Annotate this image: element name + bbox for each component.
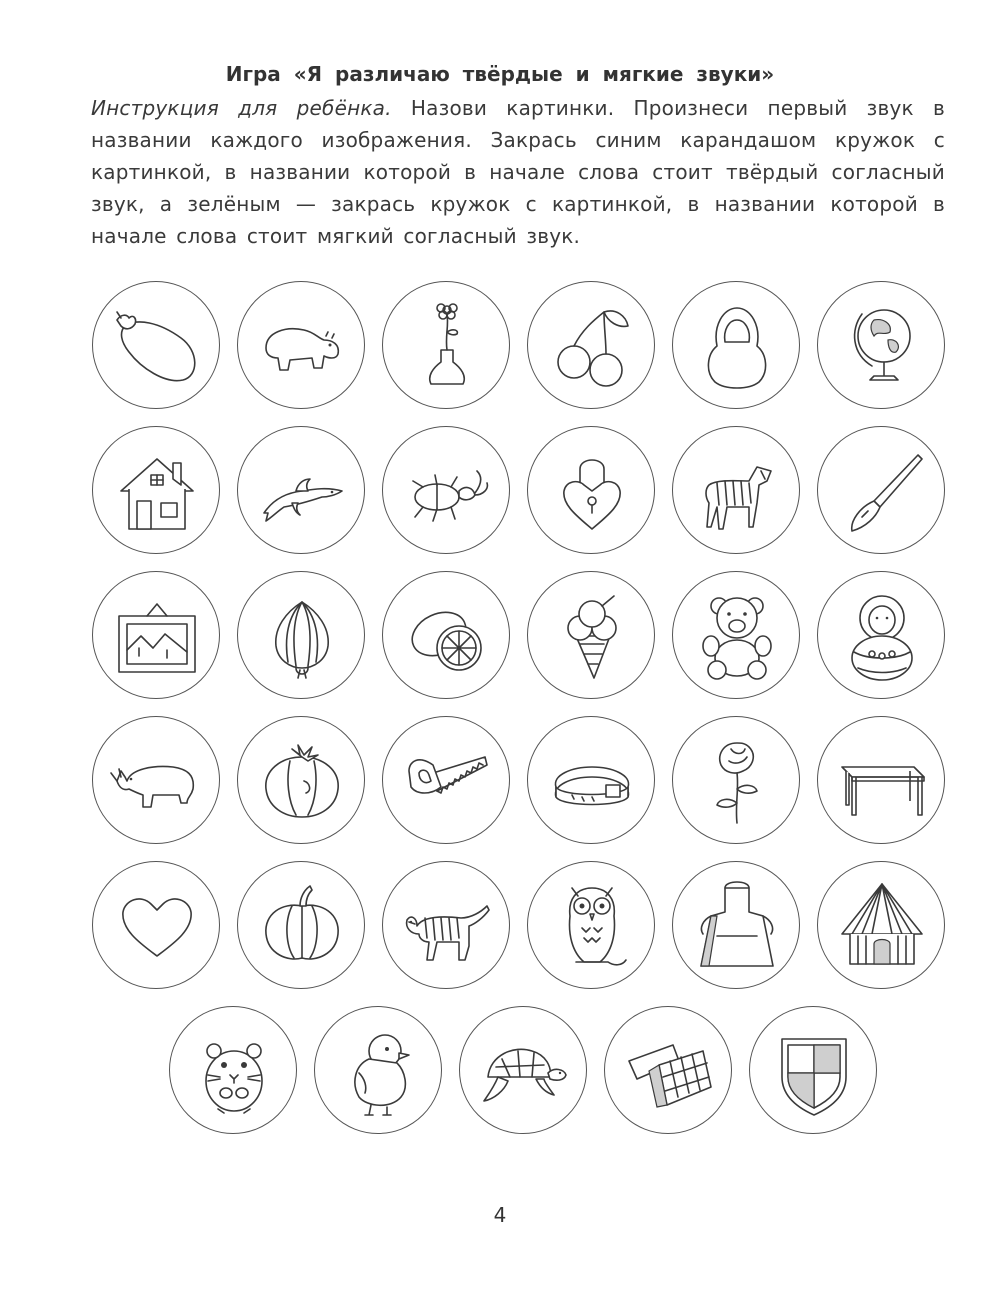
saw-icon bbox=[397, 731, 497, 831]
picture-circle[interactable] bbox=[92, 281, 220, 409]
page-title: Игра «Я различаю твёрдые и мягкие звуки» bbox=[225, 62, 775, 86]
picture-circle[interactable] bbox=[817, 426, 945, 554]
hippo-icon bbox=[252, 296, 352, 396]
picture-circle[interactable] bbox=[92, 716, 220, 844]
dolphin-icon bbox=[252, 441, 352, 541]
roly-poly-doll-icon bbox=[832, 586, 932, 686]
page-number: 4 bbox=[493, 1203, 507, 1227]
picture-circle[interactable] bbox=[672, 861, 800, 989]
picture-circle[interactable] bbox=[672, 571, 800, 699]
teddy-bear-icon bbox=[687, 586, 787, 686]
picture-circle[interactable] bbox=[237, 571, 365, 699]
picture-circle[interactable] bbox=[382, 861, 510, 989]
globe-icon bbox=[832, 296, 932, 396]
cherry-icon bbox=[542, 296, 642, 396]
picture-circle[interactable] bbox=[237, 281, 365, 409]
picture-circle[interactable] bbox=[527, 571, 655, 699]
picture-circle[interactable] bbox=[92, 426, 220, 554]
instruction-label: Инструкция для ребёнка. bbox=[91, 96, 392, 120]
table-icon bbox=[832, 731, 932, 831]
picture-circle[interactable] bbox=[604, 1006, 732, 1134]
instruction-paragraph bbox=[91, 92, 945, 252]
tomato-icon bbox=[252, 731, 352, 831]
picture-circle[interactable] bbox=[92, 571, 220, 699]
picture-circle[interactable] bbox=[237, 861, 365, 989]
heart-icon bbox=[107, 876, 207, 976]
picture-frame-icon bbox=[107, 586, 207, 686]
picture-circle[interactable] bbox=[672, 426, 800, 554]
paintbrush-icon bbox=[832, 441, 932, 541]
picture-circle[interactable] bbox=[382, 716, 510, 844]
eggplant-icon bbox=[107, 296, 207, 396]
picture-circle[interactable] bbox=[672, 281, 800, 409]
picture-circle[interactable] bbox=[314, 1006, 442, 1134]
beetle-icon bbox=[397, 441, 497, 541]
lemon-icon bbox=[397, 586, 497, 686]
picture-circle[interactable] bbox=[237, 426, 365, 554]
ice-cream-icon bbox=[542, 586, 642, 686]
kettlebell-icon bbox=[687, 296, 787, 396]
picture-circle[interactable] bbox=[92, 861, 220, 989]
picture-circle[interactable] bbox=[749, 1006, 877, 1134]
picture-circle[interactable] bbox=[527, 716, 655, 844]
pumpkin-icon bbox=[252, 876, 352, 976]
shield-icon bbox=[764, 1021, 864, 1121]
picture-circle[interactable] bbox=[382, 281, 510, 409]
house-icon bbox=[107, 441, 207, 541]
hamster-icon bbox=[184, 1021, 284, 1121]
turtle-icon bbox=[474, 1021, 574, 1121]
picture-circle[interactable] bbox=[672, 716, 800, 844]
picture-circle[interactable] bbox=[459, 1006, 587, 1134]
padlock-icon bbox=[542, 441, 642, 541]
picture-circle[interactable] bbox=[527, 426, 655, 554]
picture-circle[interactable] bbox=[169, 1006, 297, 1134]
picture-circle[interactable] bbox=[382, 571, 510, 699]
belt-icon bbox=[542, 731, 642, 831]
picture-circle[interactable] bbox=[817, 861, 945, 989]
chocolate-icon bbox=[619, 1021, 719, 1121]
hut-icon bbox=[832, 876, 932, 976]
owl-icon bbox=[542, 876, 642, 976]
chick-icon bbox=[329, 1021, 429, 1121]
picture-circle[interactable] bbox=[817, 716, 945, 844]
zebra-icon bbox=[687, 441, 787, 541]
rose-icon bbox=[687, 731, 787, 831]
apron-icon bbox=[687, 876, 787, 976]
onion-icon bbox=[252, 586, 352, 686]
picture-circle[interactable] bbox=[817, 281, 945, 409]
picture-circle[interactable] bbox=[527, 861, 655, 989]
rhino-icon bbox=[107, 731, 207, 831]
picture-circle[interactable] bbox=[527, 281, 655, 409]
picture-circle[interactable] bbox=[237, 716, 365, 844]
picture-circle[interactable] bbox=[817, 571, 945, 699]
tiger-icon bbox=[397, 876, 497, 976]
picture-circle[interactable] bbox=[382, 426, 510, 554]
vase-icon bbox=[397, 296, 497, 396]
instruction-text: Назови картинки. Произнеси первый звук в названии каждого изображения. Закрась синим карандашом кружок с картинкой, в названии которой в начале слова стоит твёрдый согласный звук, а зелёным — закрась кружок с картинкой, в названии которой в начале слова стоит мягкий согласный звук. bbox=[91, 96, 946, 248]
